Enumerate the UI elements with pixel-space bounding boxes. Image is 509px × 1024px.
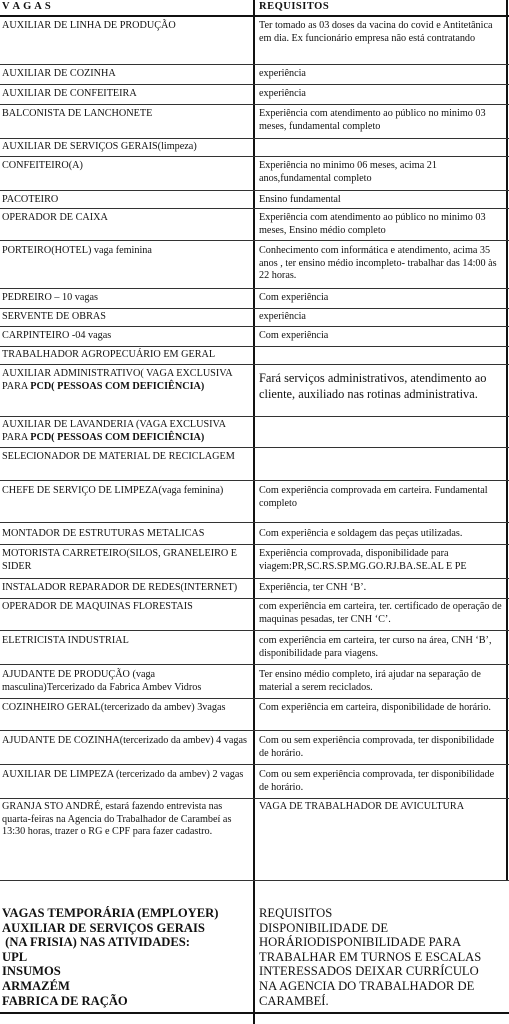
row-divider — [0, 447, 509, 448]
vaga-cell: CARPINTEIRO -04 vagas — [2, 330, 112, 341]
requisito-cell: Com experiência comprovada em carteira. Fundamental completo — [259, 485, 488, 509]
header-divider — [0, 15, 509, 17]
row-divider — [0, 326, 509, 327]
row-divider — [0, 308, 509, 309]
vaga-cell: SELECIONADOR DE MATERIAL DE RECICLAGEM — [2, 451, 235, 462]
temp-requisitos-line: TRABALHAR EM TURNOS E ESCALAS — [259, 949, 482, 964]
temp-vagas-line: (NA FRISIA) NAS ATIVIDADES: — [2, 935, 191, 950]
vaga-cell: ELETRICISTA INDUSTRIAL — [2, 635, 129, 646]
row-divider — [0, 764, 509, 765]
temp-vagas-line: ARMAZÉM — [2, 978, 70, 993]
temp-vagas-line: UPL — [2, 949, 28, 964]
temp-vagas-line: VAGAS TEMPORÁRIA (EMPLOYER) — [2, 906, 219, 920]
requisito-cell: Com experiência — [259, 292, 329, 303]
temp-requisitos-block — [259, 906, 507, 1008]
header-vagas: V A G A S — [2, 1, 52, 12]
row-divider — [0, 364, 509, 365]
vaga-cell: TRABALHADOR AGROPECUÁRIO EM GERAL — [2, 349, 216, 360]
temp-vagas-line: AUXILIAR DE SERVIÇOS GERAIS — [2, 920, 205, 935]
vaga-cell: CONFEITEIRO(A) — [2, 160, 83, 171]
requisito-cell: experiência — [259, 311, 306, 322]
pcd-text: PCD( PESSOAS COM DEFICIÊNCIA) — [30, 431, 205, 443]
vaga-cell: BALCONISTA DE LANCHONETE — [2, 108, 153, 119]
row-divider — [0, 544, 509, 545]
right-border — [506, 0, 508, 880]
row-divider — [0, 698, 509, 699]
row-divider — [0, 664, 509, 665]
vaga-cell: AJUDANTE DE PRODUÇÃO (vaga masculina)Tercerizado da Fabrica Ambev Vidros — [2, 669, 202, 693]
header-requisitos: REQUISITOS — [259, 1, 330, 12]
temp-vagas-block — [2, 906, 252, 1008]
vaga-cell: PORTEIRO(HOTEL) vaga feminina — [2, 245, 152, 256]
row-divider — [0, 240, 509, 241]
row-divider — [0, 346, 509, 347]
temp-requisitos-line: NA AGENCIA DO TRABALHADOR DE — [259, 978, 475, 993]
row-divider — [0, 208, 509, 209]
temp-vagas-line: INSUMOS — [2, 964, 61, 979]
vaga-text: AUXILIAR ADMINISTRATIVO( VAGA EXCLUSIVA PARA — [2, 368, 233, 392]
row-divider — [0, 578, 509, 579]
row-divider — [0, 880, 509, 881]
vaga-cell: AUXILIAR DE SERVIÇOS GERAIS(limpeza) — [2, 141, 197, 152]
temp-requisitos-line: DISPONIBILIDADE DE — [259, 920, 389, 935]
row-divider — [0, 64, 509, 65]
pcd-text: PCD( PESSOAS COM DEFICIÊNCIA) — [30, 380, 205, 392]
vaga-cell: MONTADOR DE ESTRUTURAS METALICAS — [2, 528, 205, 539]
vaga-cell: OPERADOR DE MAQUINAS FLORESTAIS — [2, 601, 193, 612]
vaga-cell — [2, 368, 250, 393]
vaga-cell: PEDREIRO – 10 vagas — [2, 292, 98, 303]
requisito-cell: Ter ensino médio completo, irá ajudar na separação de material a serem reciclados. — [259, 669, 481, 693]
vaga-cell: AJUDANTE DE COZINHA(tercerizado da ambev) 4 vagas — [2, 735, 247, 746]
vaga-cell: CHEFE DE SERVIÇO DE LIMPEZA(vaga feminina) — [2, 485, 224, 496]
row-divider — [0, 598, 509, 599]
requisito-cell: Com ou sem experiência comprovada, ter disponibilidade de horário. — [259, 769, 495, 793]
vaga-cell: AUXILIAR DE LINHA DE PRODUÇÃO — [2, 20, 176, 31]
vaga-cell: MOTORISTA CARRETEIRO(SILOS, GRANELEIRO E SIDER — [2, 548, 238, 572]
requisito-cell: Ensino fundamental — [259, 194, 341, 205]
requisito-cell: Fará serviços administrativos, atendimento ao cliente, auxiliado nas rotinas administrativa. — [259, 371, 487, 401]
vaga-cell: GRANJA STO ANDRÉ, estará fazendo entrevista nas quarta-feiras na Agencia do Trabalhador de Carambeí as 13:30 horas, trazer o RG e CPF para fazer cadastro. — [2, 801, 232, 837]
vaga-cell: AUXILIAR DE COZINHA — [2, 68, 116, 79]
row-divider — [0, 730, 509, 731]
requisito-cell: Com experiência e soldagem das peças utilizadas. — [259, 528, 463, 539]
requisito-cell: Conhecimento com informática e atendimento, acima 35 anos , ter ensino médio incompleto- trabalhar das 14:00 às 22 horas. — [259, 245, 497, 281]
vaga-cell: SERVENTE DE OBRAS — [2, 311, 106, 322]
row-divider — [0, 288, 509, 289]
vaga-cell: AUXILIAR DE CONFEITEIRA — [2, 88, 137, 99]
requisito-cell: VAGA DE TRABALHADOR DE AVICULTURA — [259, 801, 465, 812]
requisito-cell: Experiência com atendimento ao público no minimo 03 meses, fundamental completo — [259, 108, 486, 132]
requisito-cell: experiência — [259, 88, 306, 99]
vaga-cell: COZINHEIRO GERAL(tercerizado da ambev) 3vagas — [2, 702, 226, 713]
vaga-cell: AUXILIAR DE LIMPEZA (tercerizado da ambev) 2 vagas — [2, 769, 244, 780]
row-divider — [0, 480, 509, 481]
requisito-cell: Experiência com atendimento ao público no minimo 03 meses, Ensino médio completo — [259, 212, 486, 236]
row-divider — [0, 138, 509, 139]
row-divider — [0, 190, 509, 191]
requisito-cell: com experiência em carteira, ter curso na área, CNH ‘B’, disponibilidade para viagens. — [259, 635, 492, 659]
row-divider — [0, 630, 509, 631]
requisito-cell: Com experiência — [259, 330, 329, 341]
requisito-cell: Experiência comprovada, disponibilidade para viagem:PR,SC.RS.SP.MG.GO.RJ.BA.SE.AL E PE — [259, 548, 467, 572]
temp-vagas-line: FABRICA DE RAÇÃO — [2, 993, 128, 1008]
requisito-cell: experiência — [259, 68, 306, 79]
requisito-cell: com experiência em carteira, ter. certificado de operação de maquinas pesadas, ter CNH ‘C’. — [259, 601, 502, 625]
temp-requisitos-line: CARAMBEÍ. — [259, 993, 329, 1008]
temp-requisitos-line: HORÁRIODISPONIBILIDADE PARA — [259, 935, 462, 950]
requisito-cell: Ter tomado as 03 doses da vacina do covid e Antitetânica em dia. Ex funcionário empresa não está contratando — [259, 20, 493, 44]
bottom-border — [0, 1012, 509, 1014]
requisito-cell: Com ou sem experiência comprovada, ter disponibilidade de horário. — [259, 735, 495, 759]
row-divider — [0, 104, 509, 105]
column-divider — [253, 0, 255, 1024]
vaga-cell: PACOTEIRO — [2, 194, 59, 205]
vaga-text: AUXILIAR DE LAVANDERIA (VAGA EXCLUSIVA PARA — [2, 419, 226, 443]
requisito-cell: Experiência, ter CNH ‘B’. — [259, 582, 367, 593]
row-divider — [0, 416, 509, 417]
vaga-cell: OPERADOR DE CAIXA — [2, 212, 108, 223]
vaga-cell — [2, 419, 250, 444]
temp-requisitos-line: INTERESSADOS DEIXAR CURRÍCULO — [259, 964, 479, 979]
row-divider — [0, 522, 509, 523]
requisito-cell: Com experiência em carteira, disponibilidade de horário. — [259, 702, 491, 713]
row-divider — [0, 798, 509, 799]
temp-requisitos-line: REQUISITOS — [259, 906, 333, 920]
row-divider — [0, 84, 509, 85]
vaga-cell: INSTALADOR REPARADOR DE REDES(INTERNET) — [2, 582, 238, 593]
row-divider — [0, 156, 509, 157]
requisito-cell: Experiência no minimo 06 meses, acima 21 anos,fundamental completo — [259, 160, 437, 184]
